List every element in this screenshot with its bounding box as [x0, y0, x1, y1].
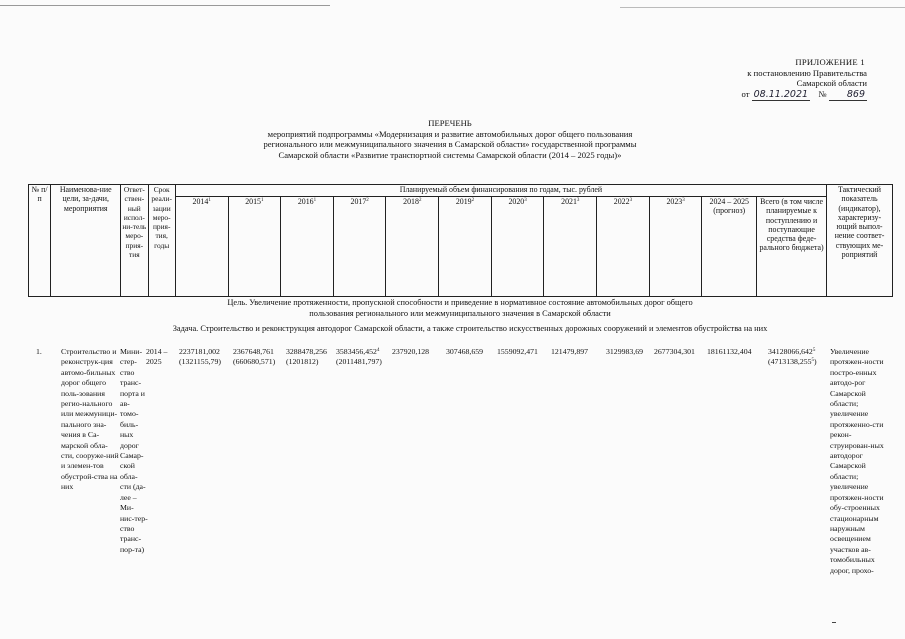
appendix-line: Самарской области	[796, 78, 867, 88]
col-term: Срок реали-зации меро-прия-тия, годы	[148, 185, 175, 297]
appendix-date-line: от 08.11.2021 № 869	[741, 88, 865, 100]
col-forecast: 2024 – 2025 (прогноз)	[702, 197, 757, 297]
col-year-2023: 2023$^3$	[649, 197, 702, 297]
appendix-line: к постановлению Правительства	[747, 67, 867, 78]
col-funding: Планируемый объем финансирования по годам, тыс. рублей	[175, 185, 826, 197]
row-value-2022: 3129983,69	[606, 347, 644, 356]
handwritten-number: 869	[829, 90, 867, 102]
row-value-2014: 2237181,002 (1321155,79)	[179, 347, 221, 367]
col-indicator: Тактический показатель (индикатор), характеризу-ющий выпол-нение соответ-ствующих ме-роприятий	[827, 185, 893, 297]
row-value-forecast: 18161132,404	[707, 347, 752, 356]
row-name: Строительство и реконструк-ция автомо-бильных дорог общего поль-зования регио-нального или межмуници-пального зна-чения в Са-марской обла-сти, сооруже-ний и элемен-тов обустрой-ства на них	[61, 347, 119, 492]
row-indicator: Увеличение протяжен-ности постро-енных автодо-рог Самарской области; увеличение протяженно-сти рекон-струирован-ных автодорог Самарской области; увеличение протяжен-ности обу-строенных стационарным наружным освещением участков ав-томобильных дорог, прохо-	[830, 347, 884, 575]
col-year-2018: 2018$^2$	[386, 197, 439, 297]
row-term: 2014 – 2025	[146, 347, 168, 367]
row-value-2020: 1559092,471	[497, 347, 538, 356]
scan-mark	[832, 622, 836, 623]
col-year-2017: 2017$^2$	[333, 197, 386, 297]
document-title: ПЕРЕЧЕНЬ мероприятий подпрограммы «Модернизация и развитие автомобильных дорог общего пользования регионального или межмуниципального значения в Самарской области» государственной программы Самарской области «Развитие транспортной системы Самарской области (2014 – 2025 годы)»	[150, 118, 750, 160]
col-name: Наименова-ние цели, за-дачи, мероприятия	[51, 185, 121, 297]
col-year-2021: 2021$^3$	[544, 197, 597, 297]
col-year-2020: 2020$^3$	[491, 197, 544, 297]
row-value-2015: 2367648,761 (660680,571)	[233, 347, 276, 367]
col-year-2016: 2016$^1$	[281, 197, 334, 297]
task-text: Задача. Строительство и реконструкция автодорог Самарской области, а также строительство искусственных дорожных сооружений и элементов обустройства на них	[172, 324, 768, 333]
scan-edge-line	[0, 5, 330, 6]
col-year-2014: 2014$^1$	[175, 197, 228, 297]
row-value-total: 34128066,642$^5$ (4713138,255$^5$)	[768, 347, 817, 367]
row-value-2023: 2677304,301	[654, 347, 695, 356]
appendix-header	[667, 57, 867, 101]
col-year-2019: 2019$^2$	[439, 197, 492, 297]
funding-table-header	[28, 184, 893, 297]
row-value-2018: 237920,128	[392, 347, 430, 356]
handwritten-date: 08.11.2021	[753, 88, 809, 100]
row-responsible: Мини-стер-ство транс-порта и ав-томо-биль-ных дорог Самар-ской обла-сти (да-лее – Ми-нис-тер-ство транс-пор-та)	[120, 347, 148, 554]
col-year-2015: 2015$^1$	[228, 197, 281, 297]
col-year-2022: 2022$^3$	[597, 197, 650, 297]
col-number: № п/п	[29, 185, 51, 297]
row-value-2016: 3288478,256 (1201812)	[286, 347, 327, 367]
row-value-2017: 3583456,452$^4$ (2011481,797)	[336, 347, 382, 367]
col-total: Всего (в том числе планируемые к поступлению и поступающие средства феде-рального бюджета)	[757, 197, 827, 297]
row-value-2019: 307468,659	[446, 347, 484, 356]
col-responsible: Ответ-ствен-ный испол-ни-тель меро-прия-тия	[121, 185, 148, 297]
scan-edge-line	[620, 7, 905, 8]
title-heading: ПЕРЕЧЕНЬ	[428, 118, 472, 128]
row-value-2021: 121479,897	[551, 347, 589, 356]
row-number: 1.	[36, 347, 42, 356]
appendix-title: ПРИЛОЖЕНИЕ 1	[795, 57, 865, 67]
goal-text: Цель. Увеличение протяженности, пропускной способности и приведение в нормативное состояние автомобильных дорог общего пользования регионального или межмуниципального значения в Самарской области	[227, 298, 693, 318]
